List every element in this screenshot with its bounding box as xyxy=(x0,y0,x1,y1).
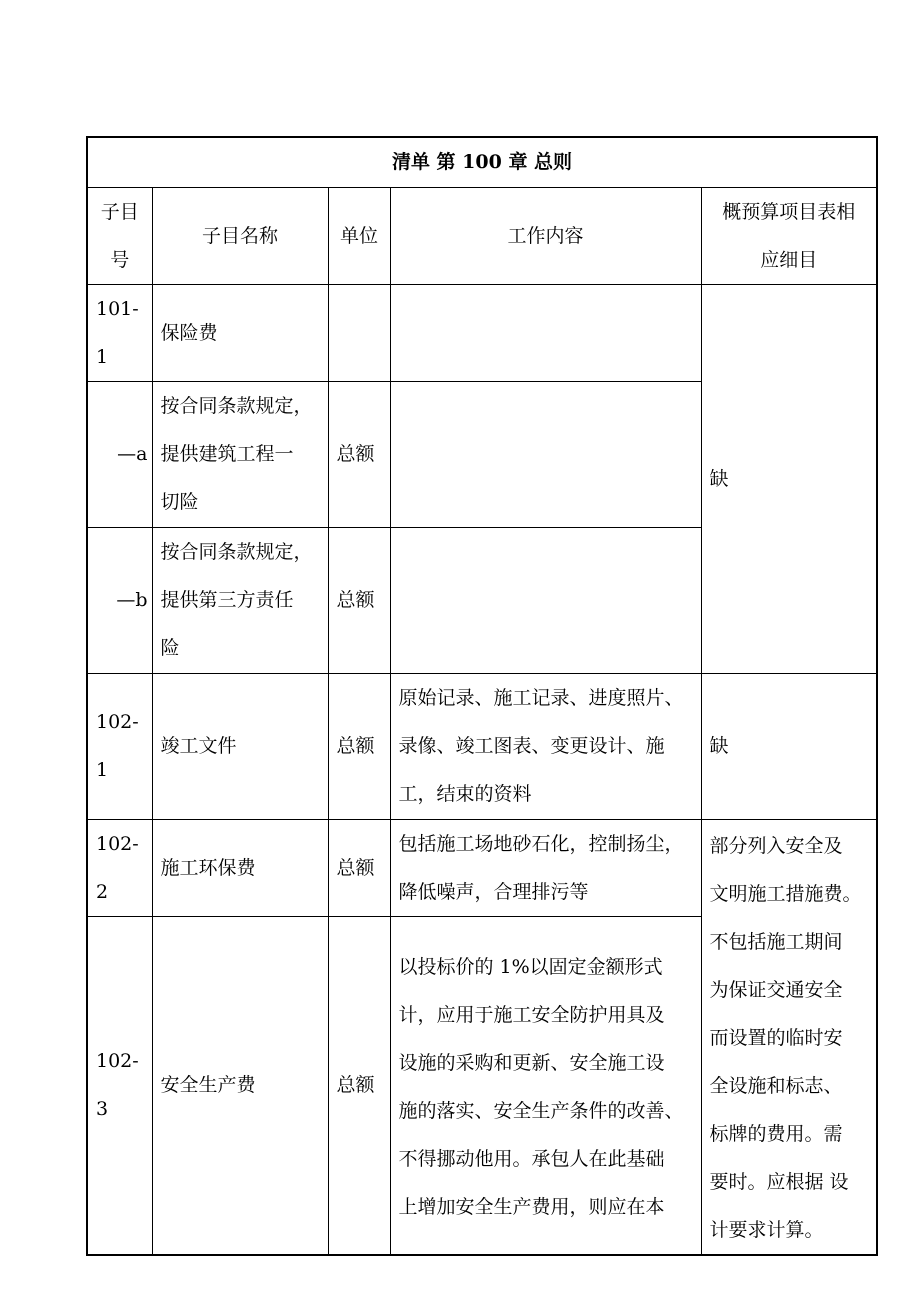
item-name: 按合同条款规定， 提供建筑工程一 切险 xyxy=(152,381,328,527)
item-unit: 总额 xyxy=(328,381,390,527)
item-work: 原始记录、施工记录、进度照片、 录像、竣工图表、变更设计、施 工，结束的资料 xyxy=(390,673,701,819)
table-title: 清单 第 100 章 总则 xyxy=(87,137,877,187)
header-item-name: 子目名称 xyxy=(152,187,328,284)
item-work: 包括施工场地砂石化，控制扬尘， 降低噪声，合理排污等 xyxy=(390,819,701,916)
item-unit: 总额 xyxy=(328,819,390,916)
budget-mapping-102-1: 缺 xyxy=(701,673,877,819)
item-unit: 总额 xyxy=(328,673,390,819)
table-row xyxy=(87,673,877,819)
item-no: 102- 3 xyxy=(87,916,152,1254)
budget-mapping-101: 缺 xyxy=(701,284,877,673)
item-unit xyxy=(328,284,390,381)
item-no: 102- 2 xyxy=(87,819,152,916)
item-unit: 总额 xyxy=(328,527,390,673)
item-no: —b xyxy=(87,527,152,673)
item-name: 安全生产费 xyxy=(152,916,328,1254)
budget-mapping-102-2-3: 部分列入安全及 文明施工措施费。 不包括施工期间 为保证交通安全 而设置的临时安 全设施和标志、 标牌的费用。需 要时。应根据 设 计要求计算。 xyxy=(701,819,877,1255)
header-work-content: 工作内容 xyxy=(390,187,701,284)
item-unit: 总额 xyxy=(328,916,390,1254)
table-row xyxy=(87,819,877,916)
item-name: 竣工文件 xyxy=(152,673,328,819)
item-no: —a xyxy=(87,381,152,527)
header-budget-mapping: 概预算项目表相 应细目 xyxy=(701,187,877,284)
item-no: 102- 1 xyxy=(87,673,152,819)
item-name: 施工环保费 xyxy=(152,819,328,916)
table-row xyxy=(87,284,877,381)
bill-of-quantities-table xyxy=(86,136,878,1256)
header-unit: 单位 xyxy=(328,187,390,284)
item-work xyxy=(390,527,701,673)
header-row xyxy=(87,187,877,284)
item-work xyxy=(390,284,701,381)
item-no: 101- 1 xyxy=(87,284,152,381)
item-name: 按合同条款规定， 提供第三方责任 险 xyxy=(152,527,328,673)
item-work: 以投标价的 1%以固定金额形式 计，应用于施工安全防护用具及 设施的采购和更新、安全施工设 施的落实、安全生产条件的改善、 不得挪动他用。承包人在此基础 上增加安全生产费用，则应在本 xyxy=(390,916,701,1254)
header-item-no: 子目 号 xyxy=(87,187,152,284)
table-title-row xyxy=(87,137,877,187)
item-work xyxy=(390,381,701,527)
item-name: 保险费 xyxy=(152,284,328,381)
